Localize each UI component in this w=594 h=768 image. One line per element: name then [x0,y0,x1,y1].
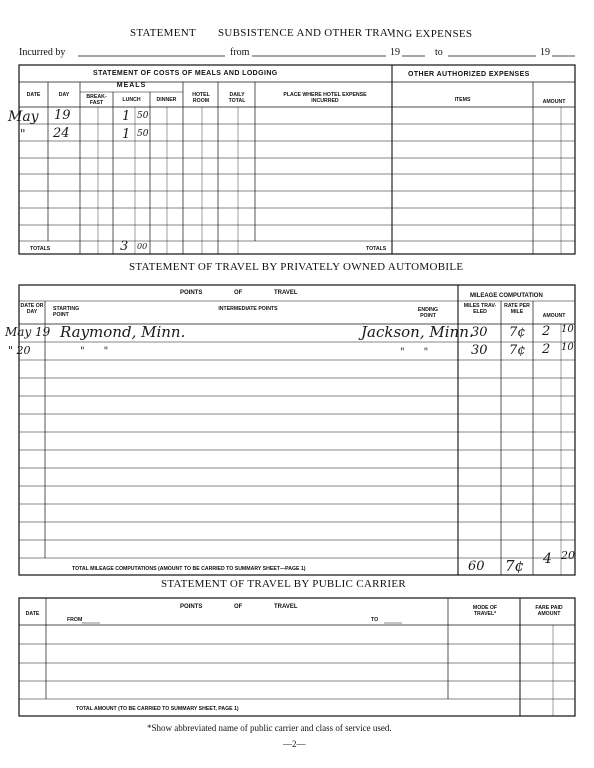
col-place-label: PLACE WHERE HOTEL EXPENSE INCURRED [283,92,367,104]
meal-row-day: 24 [53,126,70,141]
auto-row-amount-cents: 10 [561,342,574,353]
col-lunch-label: LUNCH [122,97,141,103]
carrier-to-label: TO [371,617,379,623]
auto-row-end: " " [400,347,429,358]
auto-points-of-travel: POINTS OF TRAVEL [180,290,298,296]
page-number: —2— [283,739,306,749]
to-label: to [435,47,443,58]
auto-total-rate: 7¢ [505,557,525,575]
auto-section-heading: STATEMENT OF TRAVEL BY PRIVATELY OWNED AUTOMOBILE [129,261,464,273]
other-expenses-heading: OTHER AUTHORIZED EXPENSES [408,71,530,78]
totals-left-label: TOTALS [30,246,51,252]
col-hotel-label: HOTEL ROOM [192,92,210,104]
auto-col-miles: MILES TRAV-ELED [463,303,497,315]
auto-row-date: " 20 [8,344,31,357]
year-prefix-2: 19 [540,47,550,58]
meal-row-lunch-cents: 50 [137,111,149,121]
auto-total-miles: 60 [468,559,485,574]
total-lunch-cents: 00 [137,242,148,251]
incurred-by-label: Incurred by [19,47,66,58]
col-items-label: ITEMS [454,97,471,103]
carrier-points-of-travel: POINTS OF TRAVEL [180,604,298,610]
auto-row-rate: 7¢ [509,343,526,358]
auto-row-start: " " [80,346,109,357]
meals-section-heading: STATEMENT OF COSTS OF MEALS AND LODGING [93,70,278,77]
meal-row-date: May [8,109,39,125]
auto-row-miles: 30 [471,325,488,340]
carrier-from-label: FROM [67,617,83,623]
col-day-label: DAY [58,92,70,98]
totals-right-label: TOTALS [366,246,387,252]
meal-row-lunch-cents: 50 [137,129,149,139]
carrier-total-label: TOTAL AMOUNT (TO BE CARRIED TO SUMMARY SHEET, PAGE 1) [76,706,239,712]
col-date-label: DATE [26,92,41,98]
auto-row-rate: 7¢ [509,325,526,340]
auto-total-label: TOTAL MILEAGE COMPUTATIONS (AMOUNT TO BE CARRIED TO SUMMARY SHEET—PAGE 1) [72,566,306,572]
carrier-section-heading: STATEMENT OF TRAVEL BY PUBLIC CARRIER [161,578,407,590]
meal-row-day: 19 [54,108,71,123]
total-lunch-dollars: 3 [120,239,129,254]
auto-col-date: DATE OR DAY [20,303,44,315]
meals-label: MEALS [116,82,147,89]
carrier-col-fare: FARE PAID AMOUNT [535,605,563,617]
auto-row-amount-cents: 10 [561,324,574,335]
auto-total-amount-dollars: 4 [543,551,552,567]
title-middle: SUBSISTENCE AND OTHER TRAV [218,27,395,39]
auto-row-end: Jackson, Minn. [361,323,474,341]
auto-col-start: STARTING POINT [53,306,80,318]
year-prefix-1: 19 [390,47,400,58]
from-label: from [230,47,250,58]
col-amount-label: AMOUNT [542,99,566,105]
auto-col-intermediate: INTERMEDIATE POINTS [218,306,278,312]
carrier-col-mode: MODE OF TRAVEL* [472,605,498,617]
auto-row-amount-dollars: 2 [542,342,551,357]
carrier-col-date: DATE [25,611,40,617]
mileage-heading: MILEAGE COMPUTATION [470,293,543,299]
title-left: STATEMENT [130,27,196,39]
footnote: *Show abbreviated name of public carrier and class of service used. [147,723,392,733]
title-right: ING EXPENSES [392,28,473,40]
col-daily-label: DAILY TOTAL [228,92,246,104]
auto-col-amount: AMOUNT [542,313,566,319]
auto-row-date: May 19 [5,325,51,339]
col-dinner-label: DINNER [156,97,177,103]
auto-row-start: Raymond, Minn. [60,323,186,341]
meal-row-date: " [20,127,26,141]
auto-total-amount-cents: 20 [561,549,575,562]
auto-col-rate: RATE PER MILE [504,303,530,315]
meal-row-lunch-dollars: 1 [122,109,131,124]
auto-row-miles: 30 [471,343,488,358]
col-breakfast-label: BREAK-FAST [86,94,107,106]
auto-col-end: ENDING POINT [417,307,439,319]
auto-row-amount-dollars: 2 [542,324,551,339]
meal-row-lunch-dollars: 1 [122,127,131,142]
